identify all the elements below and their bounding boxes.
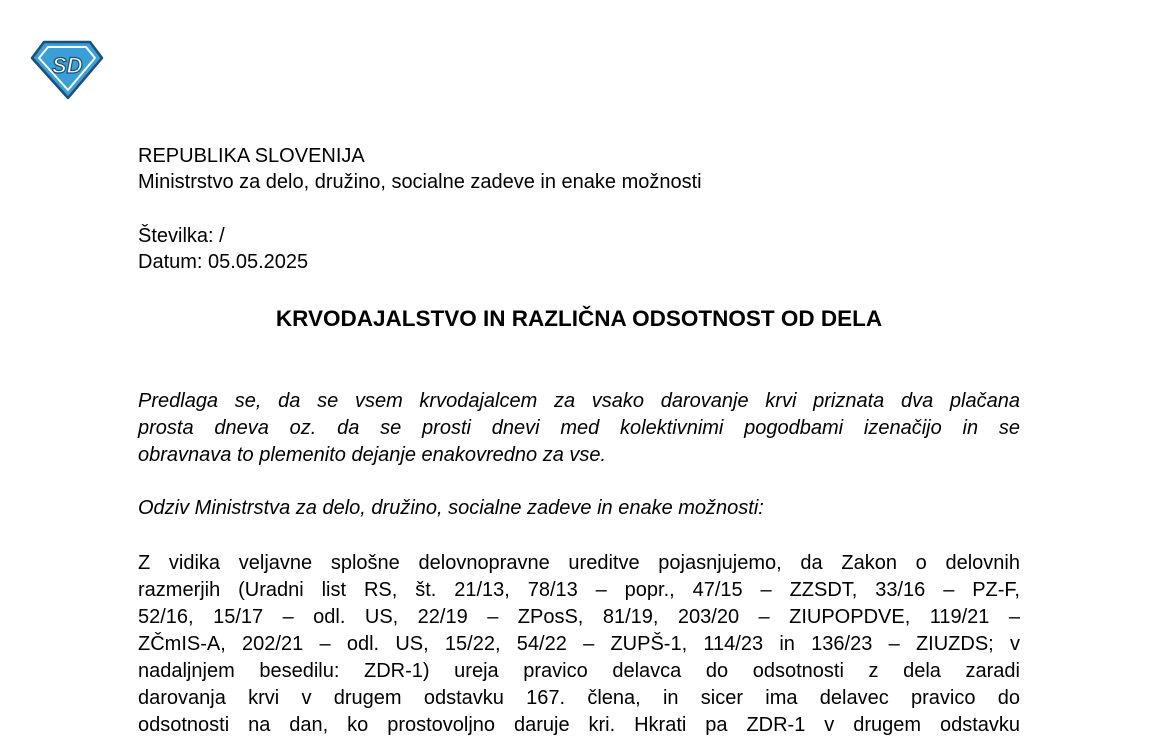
response-line: darovanja krvi v drugem odstavku 167. člena, in sicer ima delavec pravico do (138, 687, 1020, 709)
ministry-name: Ministrstvo za delo, družino, socialne zadeve in enake možnosti (138, 171, 702, 193)
response-line: odsotnosti na dan, ko prostovoljno daruje kri. Hkrati pa ZDR-1 v drugem odstavku (138, 714, 1020, 736)
logo-lettering: SD (52, 53, 83, 78)
document-number: Številka: / (138, 225, 225, 247)
proposal-paragraph (138, 388, 1020, 469)
response-line: 52/16, 15/17 – odl. US, 22/19 – ZPosS, 81/19, 203/20 – ZIUPOPDVE, 119/21 – (138, 606, 1020, 628)
proposal-line: Predlaga se, da se vsem krvodajalcem za vsako darovanje krvi priznata dva plačana (138, 390, 1020, 412)
proposal-line: obravnava to plemenito dejanje enakovredno za vse. (138, 444, 607, 466)
sd-shield-logo (30, 40, 104, 100)
letterhead (138, 143, 702, 195)
response-line: nadaljnjem besedilu: ZDR-1) ureja pravico delavca do odsotnosti z dela zaradi (138, 660, 1020, 682)
response-paragraph (138, 550, 1020, 739)
response-heading: Odziv Ministrstva za delo, družino, socialne zadeve in enake možnosti: (138, 497, 764, 519)
response-line: ZČmIS-A, 202/21 – odl. US, 15/22, 54/22 – ZUPŠ-1, 114/23 in 136/23 – ZIUZDS; v (138, 633, 1020, 655)
response-line: razmerjih (Uradni list RS, št. 21/13, 78/13 – popr., 47/15 – ZZSDT, 33/16 – PZ-F, (138, 579, 1020, 601)
document-date: Datum: 05.05.2025 (138, 251, 309, 273)
sd-shield-icon (30, 40, 104, 100)
document-meta (138, 223, 308, 275)
country-name: REPUBLIKA SLOVENIJA (138, 145, 365, 167)
proposal-line: prosta dneva oz. da se prosti dnevi med kolektivnimi pogodbami izenačijo in se (138, 417, 1020, 439)
response-line: Z vidika veljavne splošne delovnopravne ureditve pojasnjujemo, da Zakon o delovnih (138, 552, 1020, 574)
document-title: KRVODAJALSTVO IN RAZLIČNA ODSOTNOST OD DELA (275, 306, 883, 331)
